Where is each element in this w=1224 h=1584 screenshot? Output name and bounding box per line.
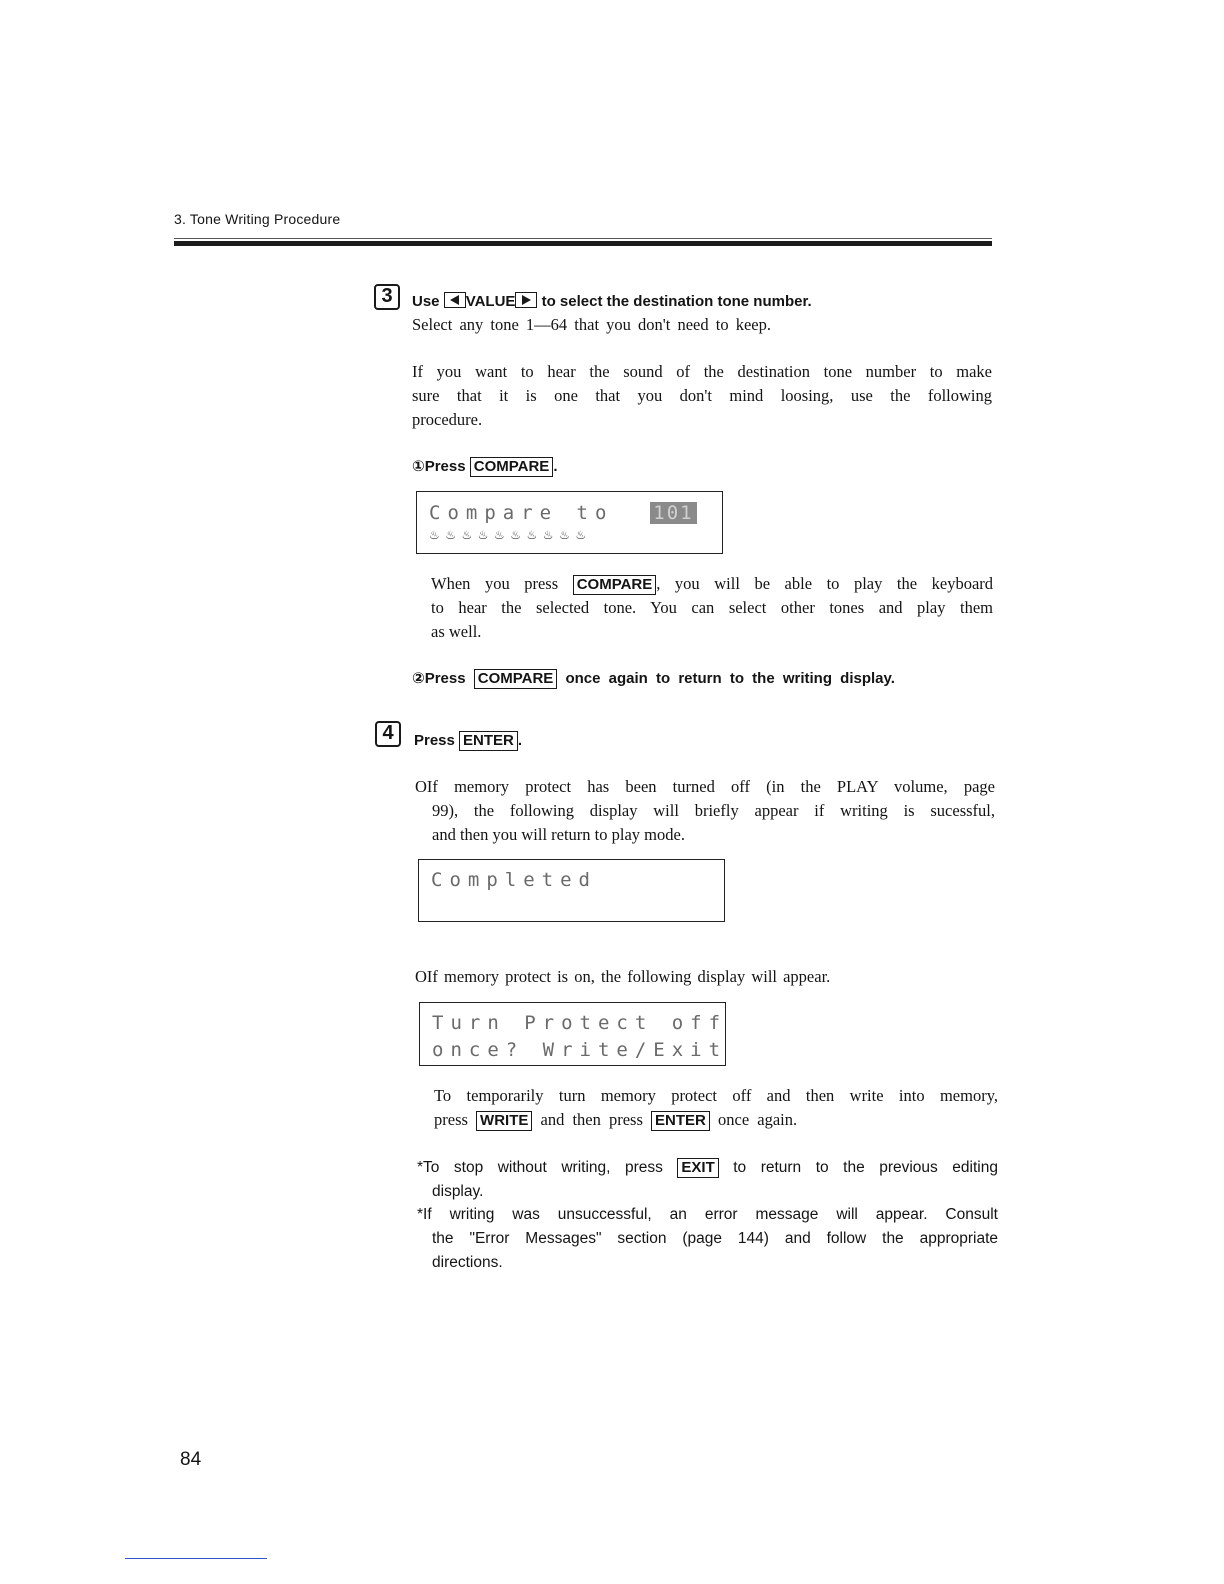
step-3-select-line: Select any tone 1—64 that you don't need to keep. [412, 315, 771, 334]
step-3-use-label: Use [412, 293, 440, 310]
step-4-instruction [414, 731, 522, 751]
note-stop-line-2: display. [432, 1183, 484, 1200]
write-key: WRITE [476, 1111, 532, 1131]
lcd-compare-text: Compare to [429, 502, 614, 524]
compare-key: COMPARE [470, 457, 554, 477]
header-rule [174, 241, 992, 246]
note-stop-line-1 [417, 1158, 998, 1178]
compare-explain-line-3: as well. [431, 622, 482, 641]
step-4-number: 4 [375, 721, 401, 747]
step-3-instruction [412, 292, 812, 310]
note-error-line-1: *If writing was unsuccessful, an error message will appear. Consult [417, 1206, 998, 1223]
note-stop-1b: to return to the previous editing [733, 1159, 998, 1176]
step-3-para-line-2: sure that it is one that you don't mind loosing, use the following [412, 386, 992, 405]
temp-off-line-1: To temporarily turn memory protect off and then write into memory, [434, 1086, 998, 1105]
lcd-compare-marks: ♨♨♨♨♨♨♨♨♨♨ [429, 528, 592, 542]
temp-off-2a: press [434, 1110, 468, 1129]
compare-explain-line-1 [431, 574, 993, 595]
value-left-key-icon [444, 292, 466, 308]
enter-key-2: ENTER [651, 1111, 710, 1131]
compare-explain-1b: , you will be able to play the keyboard [656, 574, 994, 593]
sub-1-marker: ①Press [412, 458, 466, 475]
step-3-sub-2 [412, 669, 895, 689]
note-error-line-3: directions. [432, 1254, 503, 1271]
lcd-display-protect [419, 1002, 726, 1066]
enter-key: ENTER [459, 731, 518, 751]
protect-off-line-2: 99), the following display will briefly appear if writing is sucessful, [432, 801, 995, 820]
sub-2-rest: once again to return to the writing display. [565, 670, 895, 687]
lcd-protect-line-1: Turn Protect off [432, 1012, 728, 1034]
step-3-instruction-suffix: to select the destination tone number. [541, 293, 812, 310]
step-3-para-line-1: If you want to hear the sound of the destination tone number to make [412, 362, 992, 381]
protect-on-line: OIf memory protect is on, the following display will appear. [415, 967, 831, 986]
lcd-display-compare [416, 491, 723, 554]
temp-off-2b: and then press [540, 1110, 643, 1129]
header-rule-thin [174, 238, 992, 239]
lcd-completed-text: Completed [431, 869, 597, 891]
protect-off-line-3: and then you will return to play mode. [432, 825, 685, 844]
exit-key: EXIT [677, 1158, 718, 1178]
lcd-tone-number-highlight: 101 [650, 502, 696, 524]
step-3-number: 3 [374, 284, 400, 310]
footer-rule [125, 1558, 267, 1559]
page-number: 84 [180, 1449, 202, 1470]
lcd-protect-line-2: once? Write/Exit [432, 1039, 728, 1061]
compare-explain-line-2: to hear the selected tone. You can select other tones and play them [431, 598, 993, 617]
sub-2-marker: ②Press [412, 670, 466, 687]
note-error-line-2: the "Error Messages" section (page 144) and follow the appropriate [432, 1230, 998, 1247]
step-4-press-label: Press [414, 732, 455, 749]
sub-1-period: . [553, 458, 558, 475]
value-right-key-icon [515, 292, 537, 308]
step-3-para-line-3: procedure. [412, 410, 483, 429]
compare-key-2: COMPARE [474, 669, 558, 689]
compare-explain-1a: When you press [431, 574, 559, 593]
step-3-sub-1 [412, 457, 557, 477]
temp-off-line-2 [434, 1110, 797, 1131]
lcd-compare-line-1 [429, 502, 697, 524]
compare-key-inline: COMPARE [573, 575, 657, 595]
step-4-period: . [517, 732, 523, 749]
value-key-label: VALUE [465, 293, 516, 310]
protect-off-line-1: OIf memory protect has been turned off (in the PLAY volume, page [415, 777, 995, 796]
running-header: 3. Tone Writing Procedure [174, 211, 341, 227]
note-stop-1a: *To stop without writing, press [417, 1159, 663, 1176]
temp-off-2c: once again. [718, 1110, 798, 1129]
lcd-display-completed [418, 859, 725, 922]
